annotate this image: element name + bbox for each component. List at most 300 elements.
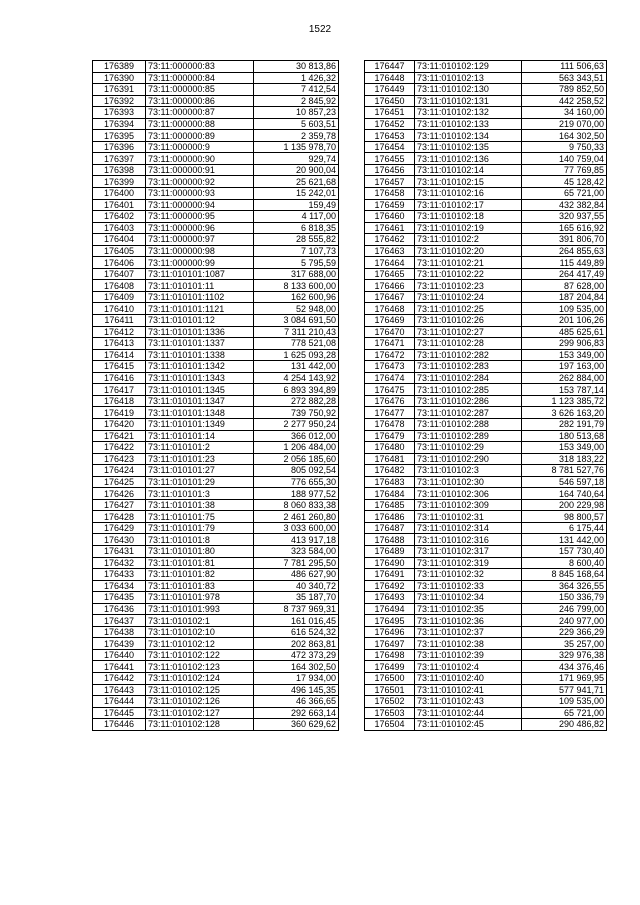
amount-cell: 2 845,92 — [254, 95, 339, 107]
amount-cell: 8 845 168,64 — [522, 569, 607, 581]
record-id-cell: 176501 — [365, 684, 415, 696]
cadastral-number-cell: 73:11:000000:87 — [146, 107, 254, 119]
record-id-cell: 176406 — [93, 257, 146, 269]
table-row — [93, 465, 339, 477]
cadastral-number-cell: 73:11:010102:1 — [146, 615, 254, 627]
record-id-cell: 176390 — [93, 72, 146, 84]
amount-cell: 229 366,29 — [522, 626, 607, 638]
amount-cell: 1 625 093,28 — [254, 349, 339, 361]
table-row — [93, 107, 339, 119]
cadastral-number-cell: 73:11:010101:80 — [146, 545, 254, 557]
amount-cell: 2 056 185,60 — [254, 453, 339, 465]
table-row — [365, 361, 607, 373]
record-id-cell: 176420 — [93, 418, 146, 430]
cadastral-number-cell: 73:11:010102:14 — [415, 164, 522, 176]
record-id-cell: 176486 — [365, 511, 415, 523]
table-row — [365, 430, 607, 442]
cadastral-number-cell: 73:11:010101:2 — [146, 442, 254, 454]
cadastral-number-cell: 73:11:000000:9 — [146, 141, 254, 153]
table-row — [93, 603, 339, 615]
amount-cell: 77 769,85 — [522, 164, 607, 176]
amount-cell: 6 818,35 — [254, 222, 339, 234]
record-id-cell: 176483 — [365, 476, 415, 488]
record-id-cell: 176423 — [93, 453, 146, 465]
table-row — [93, 211, 339, 223]
amount-cell: 157 730,40 — [522, 545, 607, 557]
table-row — [365, 638, 607, 650]
cadastral-number-cell: 73:11:010102:18 — [415, 211, 522, 223]
cadastral-number-cell: 73:11:010102:44 — [415, 707, 522, 719]
record-id-cell: 176441 — [93, 661, 146, 673]
table-row — [93, 395, 339, 407]
table-row — [93, 291, 339, 303]
table-row — [93, 303, 339, 315]
amount-cell: 262 884,00 — [522, 372, 607, 384]
amount-cell: 3 084 691,50 — [254, 315, 339, 327]
record-id-cell: 176458 — [365, 188, 415, 200]
amount-cell: 317 688,00 — [254, 268, 339, 280]
cadastral-number-cell: 73:11:010102:290 — [415, 453, 522, 465]
record-id-cell: 176482 — [365, 465, 415, 477]
record-id-cell: 176396 — [93, 141, 146, 153]
cadastral-number-cell: 73:11:010101:75 — [146, 511, 254, 523]
amount-cell: 131 442,00 — [254, 361, 339, 373]
amount-cell: 131 442,00 — [522, 534, 607, 546]
cadastral-number-cell: 73:11:010102:17 — [415, 199, 522, 211]
cadastral-number-cell: 73:11:010101:38 — [146, 499, 254, 511]
table-row — [365, 684, 607, 696]
amount-cell: 1 426,32 — [254, 72, 339, 84]
cadastral-number-cell: 73:11:010102:37 — [415, 626, 522, 638]
record-id-cell: 176439 — [93, 638, 146, 650]
record-id-cell: 176433 — [93, 569, 146, 581]
table-row — [93, 672, 339, 684]
amount-cell: 929,74 — [254, 153, 339, 165]
amount-cell: 6 175,44 — [522, 522, 607, 534]
record-id-cell: 176401 — [93, 199, 146, 211]
table-row — [365, 118, 607, 130]
amount-cell: 164 740,64 — [522, 488, 607, 500]
table-row — [93, 661, 339, 673]
table-row — [93, 719, 339, 731]
cadastral-number-cell: 73:11:010102:317 — [415, 545, 522, 557]
record-id-cell: 176391 — [93, 84, 146, 96]
cadastral-number-cell: 73:11:010102:287 — [415, 407, 522, 419]
amount-cell: 153 349,00 — [522, 349, 607, 361]
record-id-cell: 176461 — [365, 222, 415, 234]
cadastral-number-cell: 73:11:010102:28 — [415, 338, 522, 350]
amount-cell: 272 882,28 — [254, 395, 339, 407]
record-id-cell: 176500 — [365, 672, 415, 684]
table-row — [365, 476, 607, 488]
amount-cell: 323 584,00 — [254, 545, 339, 557]
record-id-cell: 176427 — [93, 499, 146, 511]
cadastral-number-cell: 73:11:000000:83 — [146, 61, 254, 73]
amount-cell: 2 277 950,24 — [254, 418, 339, 430]
table-row — [93, 707, 339, 719]
cadastral-number-cell: 73:11:000000:98 — [146, 245, 254, 257]
cadastral-number-cell: 73:11:010102:19 — [415, 222, 522, 234]
record-id-cell: 176426 — [93, 488, 146, 500]
page-number: 1522 — [308, 24, 332, 35]
table-row — [93, 338, 339, 350]
table-row — [93, 222, 339, 234]
table-row — [93, 118, 339, 130]
table-row — [93, 407, 339, 419]
cadastral-number-cell: 73:11:000000:93 — [146, 188, 254, 200]
amount-cell: 472 373,29 — [254, 649, 339, 661]
record-id-cell: 176487 — [365, 522, 415, 534]
amount-cell: 8 781 527,76 — [522, 465, 607, 477]
amount-cell: 5 603,51 — [254, 118, 339, 130]
amount-cell: 28 555,82 — [254, 234, 339, 246]
cadastral-number-cell: 73:11:010101:8 — [146, 534, 254, 546]
cadastral-number-cell: 73:11:010102:133 — [415, 118, 522, 130]
record-id-cell: 176497 — [365, 638, 415, 650]
cadastral-number-cell: 73:11:010102:25 — [415, 303, 522, 315]
amount-cell: 65 721,00 — [522, 188, 607, 200]
cadastral-number-cell: 73:11:010102:123 — [146, 661, 254, 673]
table-row — [93, 141, 339, 153]
record-id-cell: 176422 — [93, 442, 146, 454]
table-row — [93, 280, 339, 292]
table-row — [365, 245, 607, 257]
record-id-cell: 176481 — [365, 453, 415, 465]
table-row — [93, 592, 339, 604]
amount-cell: 109 535,00 — [522, 303, 607, 315]
cadastral-number-cell: 73:11:010102:35 — [415, 603, 522, 615]
table-row — [365, 395, 607, 407]
table-row — [365, 372, 607, 384]
table-row — [365, 222, 607, 234]
record-id-cell: 176463 — [365, 245, 415, 257]
table-row — [365, 557, 607, 569]
amount-cell: 240 977,00 — [522, 615, 607, 627]
table-row — [93, 615, 339, 627]
record-id-cell: 176479 — [365, 430, 415, 442]
record-id-cell: 176466 — [365, 280, 415, 292]
right-table — [364, 60, 607, 731]
table-row — [93, 638, 339, 650]
table-row — [365, 511, 607, 523]
cadastral-number-cell: 73:11:000000:95 — [146, 211, 254, 223]
table-row — [93, 511, 339, 523]
cadastral-number-cell: 73:11:010102:23 — [415, 280, 522, 292]
record-id-cell: 176448 — [365, 72, 415, 84]
table-row — [365, 315, 607, 327]
cadastral-number-cell: 73:11:010102:319 — [415, 557, 522, 569]
table-row — [365, 615, 607, 627]
record-id-cell: 176400 — [93, 188, 146, 200]
cadastral-number-cell: 73:11:010101:1087 — [146, 268, 254, 280]
cadastral-number-cell: 73:11:010101:1349 — [146, 418, 254, 430]
cadastral-number-cell: 73:11:010101:1338 — [146, 349, 254, 361]
table-row — [93, 95, 339, 107]
table-row — [365, 649, 607, 661]
table-row — [93, 199, 339, 211]
amount-cell: 164 302,50 — [254, 661, 339, 673]
record-id-cell: 176496 — [365, 626, 415, 638]
record-id-cell: 176410 — [93, 303, 146, 315]
table-row — [93, 534, 339, 546]
table-row — [93, 580, 339, 592]
amount-cell: 8 600,40 — [522, 557, 607, 569]
table-row — [93, 188, 339, 200]
cadastral-number-cell: 73:11:010102:22 — [415, 268, 522, 280]
table-row — [365, 72, 607, 84]
table-row — [365, 719, 607, 731]
record-id-cell: 176473 — [365, 361, 415, 373]
record-id-cell: 176476 — [365, 395, 415, 407]
amount-cell: 496 145,35 — [254, 684, 339, 696]
cadastral-number-cell: 73:11:010102:13 — [415, 72, 522, 84]
amount-cell: 246 799,00 — [522, 603, 607, 615]
table-row — [365, 188, 607, 200]
table-row — [365, 95, 607, 107]
amount-cell: 7 781 295,50 — [254, 557, 339, 569]
record-id-cell: 176418 — [93, 395, 146, 407]
record-id-cell: 176409 — [93, 291, 146, 303]
table-row — [93, 361, 339, 373]
cadastral-number-cell: 73:11:010102:24 — [415, 291, 522, 303]
cadastral-number-cell: 73:11:010102:26 — [415, 315, 522, 327]
cadastral-number-cell: 73:11:010101:23 — [146, 453, 254, 465]
record-id-cell: 176435 — [93, 592, 146, 604]
table-row — [365, 545, 607, 557]
table-row — [93, 164, 339, 176]
table-row — [365, 61, 607, 73]
cadastral-number-cell: 73:11:010102:4 — [415, 661, 522, 673]
cadastral-number-cell: 73:11:010102:134 — [415, 130, 522, 142]
record-id-cell: 176398 — [93, 164, 146, 176]
amount-cell: 52 948,00 — [254, 303, 339, 315]
amount-cell: 109 535,00 — [522, 696, 607, 708]
table-row — [93, 72, 339, 84]
record-id-cell: 176452 — [365, 118, 415, 130]
table-row — [93, 372, 339, 384]
cadastral-number-cell: 73:11:010101:1347 — [146, 395, 254, 407]
amount-cell: 577 941,71 — [522, 684, 607, 696]
record-id-cell: 176449 — [365, 84, 415, 96]
cadastral-number-cell: 73:11:010101:1337 — [146, 338, 254, 350]
record-id-cell: 176446 — [93, 719, 146, 731]
table-row — [93, 522, 339, 534]
table-row — [365, 303, 607, 315]
cadastral-number-cell: 73:11:010102:3 — [415, 465, 522, 477]
amount-cell: 292 663,14 — [254, 707, 339, 719]
cadastral-number-cell: 73:11:010102:20 — [415, 245, 522, 257]
cadastral-number-cell: 73:11:010102:316 — [415, 534, 522, 546]
record-id-cell: 176464 — [365, 257, 415, 269]
record-id-cell: 176429 — [93, 522, 146, 534]
cadastral-number-cell: 73:11:010102:284 — [415, 372, 522, 384]
table-row — [365, 707, 607, 719]
record-id-cell: 176437 — [93, 615, 146, 627]
amount-cell: 140 759,04 — [522, 153, 607, 165]
cadastral-number-cell: 73:11:010102:285 — [415, 384, 522, 396]
table-row — [365, 211, 607, 223]
amount-cell: 4 117,00 — [254, 211, 339, 223]
record-id-cell: 176408 — [93, 280, 146, 292]
amount-cell: 25 621,68 — [254, 176, 339, 188]
amount-cell: 329 976,38 — [522, 649, 607, 661]
cadastral-number-cell: 73:11:010102:283 — [415, 361, 522, 373]
record-id-cell: 176467 — [365, 291, 415, 303]
table-row — [93, 557, 339, 569]
record-id-cell: 176447 — [365, 61, 415, 73]
cadastral-number-cell: 73:11:010102:10 — [146, 626, 254, 638]
cadastral-number-cell: 73:11:010102:32 — [415, 569, 522, 581]
table-row — [365, 349, 607, 361]
record-id-cell: 176432 — [93, 557, 146, 569]
amount-cell: 546 597,18 — [522, 476, 607, 488]
cadastral-number-cell: 73:11:010102:30 — [415, 476, 522, 488]
table-row — [365, 326, 607, 338]
record-id-cell: 176485 — [365, 499, 415, 511]
cadastral-number-cell: 73:11:010101:1343 — [146, 372, 254, 384]
record-id-cell: 176468 — [365, 303, 415, 315]
cadastral-number-cell: 73:11:010102:132 — [415, 107, 522, 119]
cadastral-number-cell: 73:11:000000:88 — [146, 118, 254, 130]
cadastral-number-cell: 73:11:010101:1121 — [146, 303, 254, 315]
table-row — [365, 488, 607, 500]
table-row — [365, 580, 607, 592]
amount-cell: 219 070,00 — [522, 118, 607, 130]
amount-cell: 6 893 394,89 — [254, 384, 339, 396]
cadastral-number-cell: 73:11:010102:314 — [415, 522, 522, 534]
record-id-cell: 176443 — [93, 684, 146, 696]
cadastral-number-cell: 73:11:010102:34 — [415, 592, 522, 604]
amount-cell: 3 033 600,00 — [254, 522, 339, 534]
record-id-cell: 176417 — [93, 384, 146, 396]
record-id-cell: 176389 — [93, 61, 146, 73]
cadastral-number-cell: 73:11:000000:89 — [146, 130, 254, 142]
cadastral-number-cell: 73:11:010101:1348 — [146, 407, 254, 419]
cadastral-number-cell: 73:11:010102:33 — [415, 580, 522, 592]
table-row — [93, 326, 339, 338]
cadastral-number-cell: 73:11:010102:2 — [415, 234, 522, 246]
record-id-cell: 176450 — [365, 95, 415, 107]
cadastral-number-cell: 73:11:010102:15 — [415, 176, 522, 188]
amount-cell: 87 628,00 — [522, 280, 607, 292]
cadastral-number-cell: 73:11:010102:135 — [415, 141, 522, 153]
record-id-cell: 176403 — [93, 222, 146, 234]
table-row — [365, 107, 607, 119]
cadastral-number-cell: 73:11:010101:1342 — [146, 361, 254, 373]
table-row — [365, 442, 607, 454]
table-row — [93, 257, 339, 269]
cadastral-number-cell: 73:11:000000:90 — [146, 153, 254, 165]
record-id-cell: 176430 — [93, 534, 146, 546]
cadastral-number-cell: 73:11:010102:31 — [415, 511, 522, 523]
cadastral-number-cell: 73:11:010101:1336 — [146, 326, 254, 338]
cadastral-number-cell: 73:11:010102:122 — [146, 649, 254, 661]
amount-cell: 153 787,14 — [522, 384, 607, 396]
record-id-cell: 176472 — [365, 349, 415, 361]
record-id-cell: 176462 — [365, 234, 415, 246]
table-row — [93, 234, 339, 246]
amount-cell: 360 629,62 — [254, 719, 339, 731]
amount-cell: 35 187,70 — [254, 592, 339, 604]
table-row — [93, 626, 339, 638]
table-row — [365, 280, 607, 292]
cadastral-number-cell: 73:11:010102:127 — [146, 707, 254, 719]
cadastral-number-cell: 73:11:000000:94 — [146, 199, 254, 211]
amount-cell: 290 486,82 — [522, 719, 607, 731]
amount-cell: 5 795,59 — [254, 257, 339, 269]
record-id-cell: 176474 — [365, 372, 415, 384]
cadastral-number-cell: 73:11:010102:129 — [415, 61, 522, 73]
cadastral-number-cell: 73:11:010102:43 — [415, 696, 522, 708]
amount-cell: 197 163,00 — [522, 361, 607, 373]
record-id-cell: 176411 — [93, 315, 146, 327]
record-id-cell: 176484 — [365, 488, 415, 500]
table-row — [365, 84, 607, 96]
record-id-cell: 176395 — [93, 130, 146, 142]
cadastral-number-cell: 73:11:010102:289 — [415, 430, 522, 442]
cadastral-number-cell: 73:11:010102:136 — [415, 153, 522, 165]
table-row — [93, 696, 339, 708]
amount-cell: 616 524,32 — [254, 626, 339, 638]
amount-cell: 413 917,18 — [254, 534, 339, 546]
cadastral-number-cell: 73:11:010101:29 — [146, 476, 254, 488]
table-row — [365, 141, 607, 153]
cadastral-number-cell: 73:11:010102:282 — [415, 349, 522, 361]
amount-cell: 391 806,70 — [522, 234, 607, 246]
amount-cell: 1 206 484,00 — [254, 442, 339, 454]
amount-cell: 20 900,04 — [254, 164, 339, 176]
cadastral-number-cell: 73:11:010102:12 — [146, 638, 254, 650]
cadastral-number-cell: 73:11:010102:16 — [415, 188, 522, 200]
amount-cell: 10 857,23 — [254, 107, 339, 119]
table-row — [365, 176, 607, 188]
record-id-cell: 176460 — [365, 211, 415, 223]
table-row — [93, 569, 339, 581]
cadastral-number-cell: 73:11:010102:130 — [415, 84, 522, 96]
record-id-cell: 176392 — [93, 95, 146, 107]
amount-cell: 739 750,92 — [254, 407, 339, 419]
table-row — [365, 234, 607, 246]
record-id-cell: 176469 — [365, 315, 415, 327]
record-id-cell: 176424 — [93, 465, 146, 477]
record-id-cell: 176421 — [93, 430, 146, 442]
record-id-cell: 176393 — [93, 107, 146, 119]
record-id-cell: 176498 — [365, 649, 415, 661]
amount-cell: 778 521,08 — [254, 338, 339, 350]
table-row — [365, 672, 607, 684]
amount-cell: 187 204,84 — [522, 291, 607, 303]
table-row — [93, 245, 339, 257]
cadastral-number-cell: 73:11:000000:85 — [146, 84, 254, 96]
amount-cell: 180 513,68 — [522, 430, 607, 442]
record-id-cell: 176455 — [365, 153, 415, 165]
table-row — [365, 384, 607, 396]
amount-cell: 485 625,61 — [522, 326, 607, 338]
amount-cell: 366 012,00 — [254, 430, 339, 442]
cadastral-number-cell: 73:11:010102:286 — [415, 395, 522, 407]
amount-cell: 46 366,65 — [254, 696, 339, 708]
table-row — [93, 384, 339, 396]
record-id-cell: 176414 — [93, 349, 146, 361]
record-id-cell: 176492 — [365, 580, 415, 592]
amount-cell: 282 191,79 — [522, 418, 607, 430]
amount-cell: 1 135 978,70 — [254, 141, 339, 153]
record-id-cell: 176425 — [93, 476, 146, 488]
amount-cell: 563 343,51 — [522, 72, 607, 84]
amount-cell: 98 800,57 — [522, 511, 607, 523]
record-id-cell: 176419 — [93, 407, 146, 419]
table-row — [365, 338, 607, 350]
